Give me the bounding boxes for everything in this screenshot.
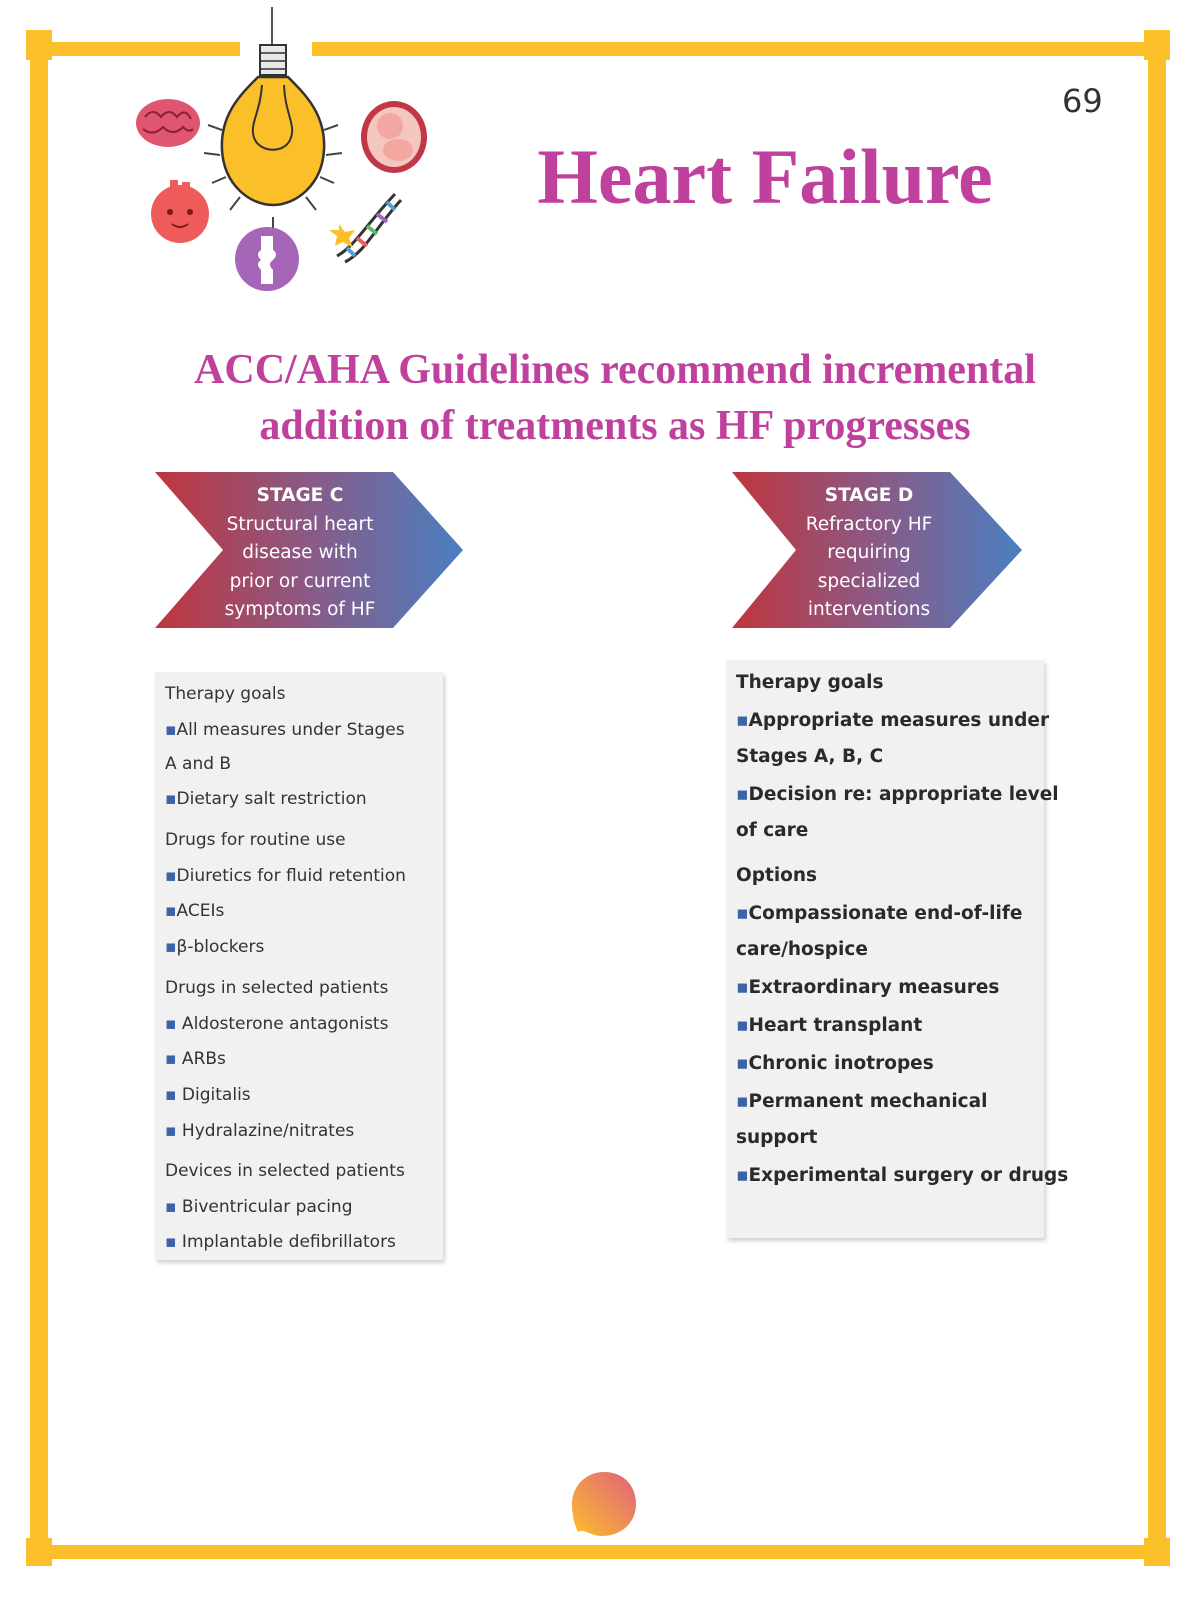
list-item: ▪β-blockers	[165, 937, 265, 957]
list-item: ▪ Hydralazine/nitrates	[165, 1121, 355, 1141]
list-item: Options	[736, 865, 818, 886]
stage-d-desc-4: interventions	[807, 599, 931, 620]
frame-top-right	[312, 42, 1170, 56]
frame-corner-br	[1144, 1538, 1170, 1566]
stage-c-desc-1: Structural heart	[226, 513, 374, 535]
list-item: Drugs in selected patients	[165, 978, 389, 998]
list-item: ▪Extraordinary measures	[736, 977, 1000, 998]
knee-joint-icon	[234, 226, 300, 292]
list-item: ▪Heart transplant	[736, 1015, 923, 1036]
list-item: Stages A, B, C	[736, 746, 884, 767]
stage-d-desc-2: requiring	[827, 542, 911, 563]
list-item: ▪ Biventricular pacing	[165, 1197, 353, 1217]
frame-corner-tr	[1144, 30, 1170, 60]
list-item: ▪ Aldosterone antagonists	[165, 1014, 389, 1034]
stage-c-name: STAGE C	[256, 485, 344, 506]
list-item: Drugs for routine use	[165, 830, 346, 850]
frame-bottom	[30, 1545, 1170, 1559]
page-title: Heart Failure	[537, 133, 993, 220]
dna-icon	[325, 186, 407, 266]
stage-c-panel	[155, 672, 443, 1260]
list-item: Therapy goals	[165, 684, 286, 704]
brain-icon	[133, 95, 203, 151]
list-item: ▪Chronic inotropes	[736, 1053, 934, 1074]
stage-d-arrow	[732, 472, 1052, 637]
frame-corner-bl	[26, 1538, 52, 1566]
list-item: ▪ ARBs	[165, 1049, 226, 1069]
subtitle-line-1: ACC/AHA Guidelines recommend incremental	[194, 347, 1036, 393]
subtitle-line-2: addition of treatments as HF progresses	[259, 403, 971, 449]
frame-corner-tl	[26, 30, 52, 60]
stage-c-desc-2: disease with	[242, 542, 358, 563]
list-item: care/hospice	[736, 939, 868, 960]
list-item: Devices in selected patients	[165, 1161, 405, 1181]
frame-left	[30, 32, 48, 1560]
stage-d-name: STAGE D	[824, 485, 914, 506]
list-item: ▪Dietary salt restriction	[165, 789, 367, 809]
list-item: ▪ Digitalis	[165, 1085, 251, 1105]
list-item: ▪Appropriate measures under	[736, 710, 1050, 731]
list-item: ▪Compassionate end-of-life	[736, 903, 1023, 924]
list-item: ▪Diuretics for fluid retention	[165, 866, 406, 886]
stage-d-label	[754, 482, 984, 625]
list-item: support	[736, 1127, 818, 1148]
list-item: ▪ACEIs	[165, 901, 225, 921]
list-item: ▪Experimental surgery or drugs	[736, 1165, 1069, 1186]
stage-c-desc-3: prior or current	[229, 570, 371, 592]
list-item: A and B	[165, 754, 232, 774]
stage-d-desc-3: specialized	[817, 570, 921, 592]
fetus-icon	[358, 98, 430, 176]
stage-c-arrow	[155, 472, 475, 637]
list-item: ▪Decision re: appropriate level	[736, 784, 1059, 805]
decorative-blob-icon	[568, 1468, 640, 1540]
list-item: ▪Permanent mechanical	[736, 1091, 988, 1112]
list-item: ▪ Implantable defibrillators	[165, 1232, 396, 1252]
page-number: 69	[1062, 82, 1103, 120]
heart-icon	[146, 178, 214, 244]
stage-c-desc-4: symptoms of HF	[224, 599, 376, 620]
page-subtitle	[60, 342, 1170, 454]
frame-right	[1148, 32, 1166, 1560]
list-item: Therapy goals	[736, 672, 884, 693]
stage-c-label	[185, 482, 415, 625]
list-item: ▪All measures under Stages	[165, 720, 405, 740]
stage-d-panel	[726, 660, 1069, 1238]
list-item: of care	[736, 820, 809, 841]
stage-d-desc-1: Refractory HF	[805, 513, 933, 535]
